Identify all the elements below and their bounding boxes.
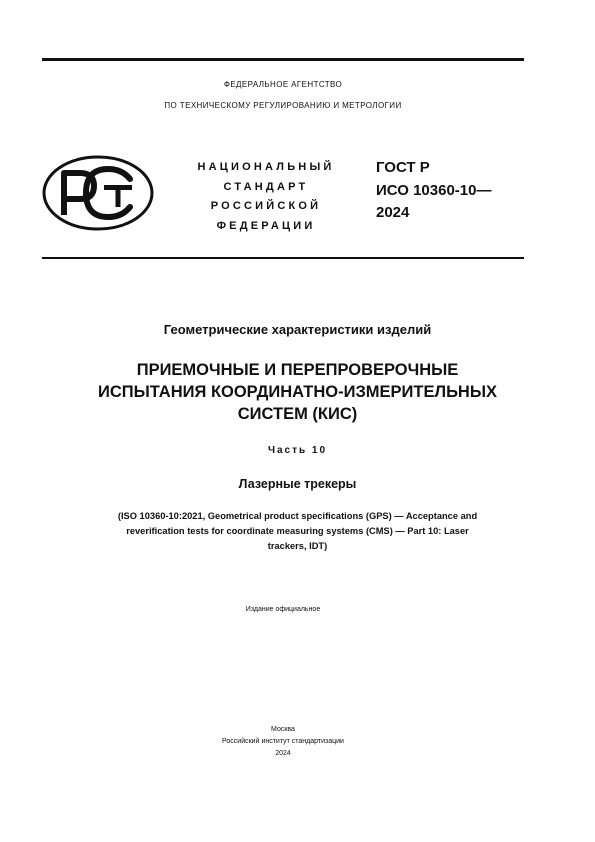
reference-line-3: trackers, IDT) — [267, 541, 328, 551]
imprint — [42, 724, 524, 760]
title-line-1: ПРИЕМОЧНЫЕ И ПЕРЕПРОВЕРОЧНЫЕ — [136, 361, 459, 379]
agency-name-line1: ФЕДЕРАЛЬНОЕ АГЕНТСТВО — [223, 80, 343, 89]
caption-line-4: ФЕДЕРАЦИИ — [216, 219, 316, 232]
document-subtitle: Геометрические характеристики изделий — [163, 322, 432, 337]
header-bottom-rule — [42, 257, 524, 259]
imprint-city: Москва — [271, 726, 295, 733]
reference-line-2: reverification tests for coordinate measuring systems (CMS) — Part 10: Laser — [126, 526, 469, 536]
part-name: Лазерные трекеры — [238, 477, 357, 491]
caption-line-2: СТАНДАРТ — [223, 180, 309, 193]
designation-line-3: 2024 — [376, 204, 410, 221]
national-standard-caption — [180, 158, 352, 236]
title-line-2: ИСПЫТАНИЯ КООРДИНАТНО-ИЗМЕРИТЕЛЬНЫХ — [97, 383, 498, 401]
caption-line-3: РОССИЙСКОЙ — [210, 200, 322, 212]
document-title — [30, 359, 565, 425]
imprint-year: 2024 — [275, 750, 291, 757]
edition-note: Издание официальное — [245, 606, 321, 613]
top-rule — [42, 58, 524, 61]
gost-r-logo-icon — [42, 155, 154, 231]
agency-name-line2: ПО ТЕХНИЧЕСКОМУ РЕГУЛИРОВАНИЮ И МЕТРОЛОГИИ — [164, 101, 402, 110]
reference-line-1: (ISO 10360-10:2021, Geometrical product specifications (GPS) — Acceptance and — [117, 511, 478, 521]
caption-line-1: НАЦИОНАЛЬНЫЙ — [197, 161, 335, 173]
designation-line-2: ИСО 10360-10— — [376, 181, 492, 199]
original-standard-reference — [68, 509, 527, 554]
part-number: Часть 10 — [267, 445, 328, 456]
designation-line-1: ГОСТ Р — [376, 159, 430, 176]
standard-designation — [376, 157, 526, 225]
title-line-3: СИСТЕМ (КИС) — [237, 405, 358, 423]
imprint-publisher: Российский институт стандартизации — [222, 738, 344, 745]
